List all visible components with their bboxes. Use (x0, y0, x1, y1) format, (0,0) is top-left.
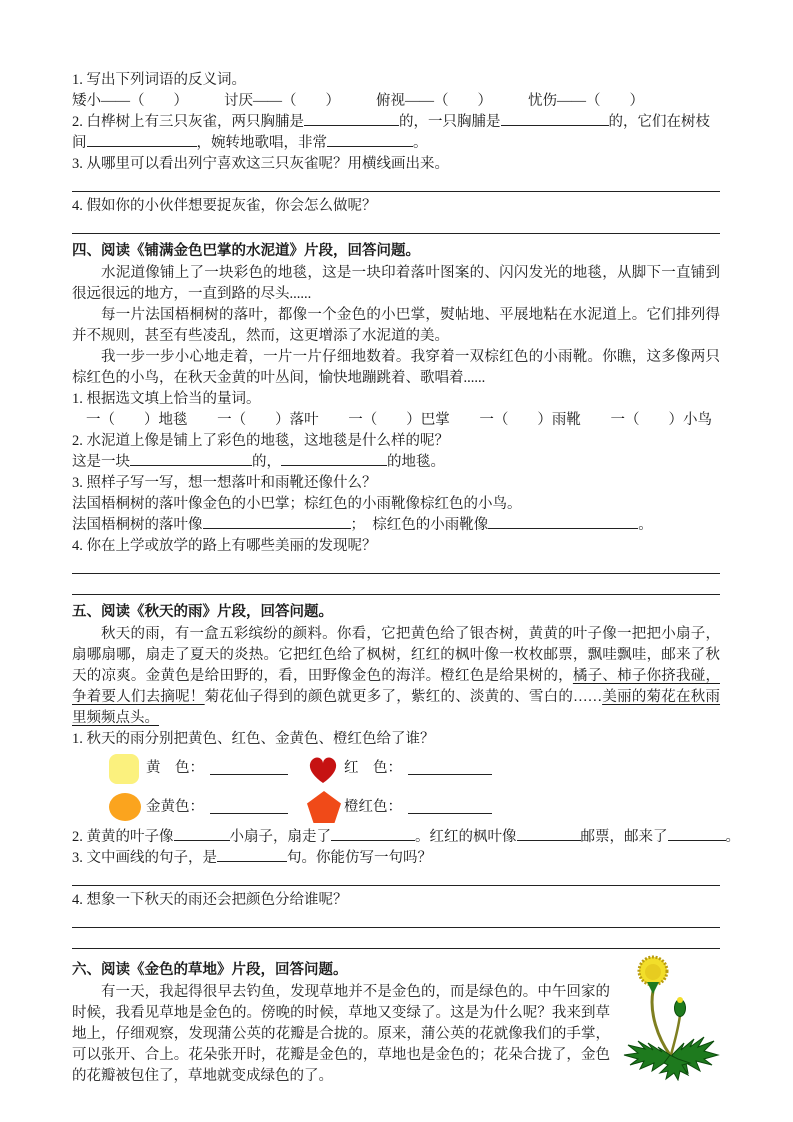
text-segment: 这是一块 (72, 454, 130, 470)
carpet-fill-line (72, 452, 720, 473)
antonym-item: 忧伤——（ ） (528, 93, 644, 109)
fill-blank (408, 762, 492, 775)
orange-pentagon-icon (306, 790, 344, 824)
section-6-title: 六、阅读《金色的草地》片段，回答问题。 (72, 962, 348, 978)
question-colors: 1. 秋天的雨分别把黄色、红色、金黄色、橙红色给了谁？ (72, 731, 435, 747)
antonym-item: 俯视——（ ） (376, 93, 492, 109)
fill-blank (210, 762, 288, 775)
passage-paragraph: 水泥道像铺上了一块彩色的地毯，这是一块印着落叶图案的、闪闪发光的地毯，从脚下一直铺到很远很远的地方，一直到路的尽头...... (72, 265, 720, 302)
golden-circle-icon (108, 792, 146, 822)
passage-paragraph: 每一片法国梧桐树的落叶，都像一个金色的小巴掌，熨帖地、平展地粘在水泥道上。它们排列得并不规则，甚至有些凌乱，然而，这更增添了水泥道的美。 (72, 307, 720, 344)
text-segment: 小扇子，扇走了 (229, 829, 331, 845)
question-fill-sparrow-line1 (72, 112, 720, 133)
antonym-row (72, 91, 720, 112)
fill-blank (210, 801, 288, 814)
section-4-cement-road (72, 241, 720, 595)
quantifier-item: 一（ ）落叶 (217, 412, 319, 428)
dandelion-illustration (620, 953, 720, 1081)
text-segment: 邮票，邮来了 (580, 829, 668, 845)
section-6-golden-grass (72, 953, 720, 1087)
section-4-title: 四、阅读《铺满金色巴掌的水泥道》片段，回答问题。 (72, 243, 420, 259)
text-segment: 3. 文中画线的句子，是 (72, 850, 217, 866)
section-sparrow (72, 70, 720, 234)
text-segment: 法国梧桐树的落叶像 (72, 517, 203, 533)
text-segment: 的地毯。 (387, 454, 445, 470)
text-segment: ，婉转地歌唱，非常 (196, 135, 327, 151)
color-row-2 (72, 787, 720, 827)
fill-blank (203, 516, 351, 529)
question-simile: 3. 照样子写一写，想一想落叶和雨靴还像什么？ (72, 475, 377, 491)
color-item-orangered (306, 790, 504, 824)
color-item-golden (108, 792, 306, 822)
simile-example: 法国梧桐树的落叶像金色的小巴掌；棕红色的小雨靴像棕红色的小鸟。 (72, 496, 522, 512)
yellow-square-icon (108, 753, 146, 785)
text-segment: 句。你能仿写一句吗？ (287, 850, 432, 866)
question-catch-sparrow: 4. 假如你的小伙伴想要捉灰雀，你会怎么做呢？ (72, 198, 377, 214)
fill-blank (327, 134, 413, 147)
passage-paragraph: 我一步一步小心地走着，一片一片仔细地数着。我穿着一双棕红色的小雨靴。你瞧，这多像两只棕红色的小鸟，在秋天金黄的叶丛间，愉快地蹦跳着、歌唱着...... (72, 349, 720, 386)
fill-blank (174, 828, 230, 841)
underlined-sentence: 美丽的菊花在秋雨里频频点头。 (72, 689, 721, 726)
question-imagine: 4. 想象一下秋天的雨还会把颜色分给谁呢？ (72, 892, 348, 908)
question-carpet: 2. 水泥道上像是铺上了彩色的地毯，这地毯是什么样的呢？ (72, 433, 449, 449)
question-fill-sparrow-line2 (72, 133, 720, 154)
text-segment: 的， (252, 454, 281, 470)
color-label: 橙红色： (344, 798, 402, 815)
color-label: 金黄色： (146, 798, 204, 815)
quantifier-item: 一（ ）小鸟 (610, 412, 712, 428)
section-5-title: 五、阅读《秋天的雨》片段，回答问题。 (72, 604, 333, 620)
text-segment: 秋天的雨，有一盒五彩缤纷的颜料。你看，它把黄色给了银杏树，黄黄的叶子像一把把小扇子，扇哪扇哪，扇走了夏天的炎热。它把红色给了枫树，红红的枫叶像一枚枚邮票，飘哇飘哇，邮来了秋天的凉爽。金黄色是给田野的，看，田野像金色的海洋。橙红色是给果树的， (72, 626, 720, 684)
answer-line (72, 557, 720, 574)
answer-line (72, 869, 720, 886)
text-segment: 。 (725, 829, 740, 845)
fill-blank (304, 113, 399, 126)
question-discovery: 4. 你在上学或放学的路上有哪些美丽的发现呢？ (72, 538, 377, 554)
passage-paragraph (72, 624, 720, 729)
fill-blank (488, 516, 638, 529)
color-row-1 (72, 750, 720, 787)
fill-blank (87, 134, 197, 147)
answer-line (72, 911, 720, 928)
question-leaf-fan (72, 827, 740, 848)
color-label: 红 色： (344, 760, 402, 776)
text-segment: 2. 黄黄的叶子像 (72, 829, 174, 845)
text-segment: 菊花仙子得到的颜色就更多了，紫红的、淡黄的、雪白的…… (204, 689, 603, 705)
text-segment: 的，它们在树枝 (608, 114, 710, 130)
question-quantifier: 1. 根据选文填上恰当的量词。 (72, 391, 261, 407)
red-heart-icon (306, 753, 344, 785)
answer-line (72, 932, 720, 949)
text-segment: 2. 白桦树上有三只灰雀，两只胸脯是 (72, 114, 304, 130)
text-segment: 。 (413, 135, 428, 151)
passage-paragraph: 有一天，我起得很早去钓鱼，发现草地并不是金色的，而是绿色的。中午回家的时候，我看见草地是金色的。傍晚的时候，草地又变绿了。这是为什么呢？我来到草地上，仔细观察，发现蒲公英的花瓣是合拢的。原来，蒲公英的花就像我们的手掌，可以张开、合上。花朵张开时，花瓣是金色的，草地也是金色的；花朵合拢了，金色的花瓣被包住了，草地就变成绿色的了。 (72, 984, 610, 1084)
question-underline-find: 3. 从哪里可以看出列宁喜欢这三只灰雀呢？用横线画出来。 (72, 156, 449, 172)
answer-line (72, 175, 720, 192)
fill-blank (517, 828, 581, 841)
antonym-item: 讨厌——（ ） (224, 93, 340, 109)
color-label: 黄 色： (146, 760, 204, 776)
quantifier-item: 一（ ）地毯 (86, 412, 188, 428)
text-segment: 。红红的枫叶像 (415, 829, 517, 845)
simile-fill-line (72, 515, 720, 536)
quantifier-item: 一（ ）雨靴 (479, 412, 581, 428)
underlined-sentence: 橘子、柿子你挤我碰，争着要人们去摘呢！ (72, 668, 720, 705)
answer-line (72, 217, 720, 234)
fill-blank (408, 801, 492, 814)
quantifier-item: 一（ ）巴掌 (348, 412, 450, 428)
quantifier-row (72, 410, 720, 431)
question-sentence-type (72, 848, 720, 869)
fill-blank (281, 453, 387, 466)
color-item-red (306, 753, 504, 785)
section-5-autumn-rain (72, 602, 740, 949)
fill-blank (130, 453, 252, 466)
text-segment: 的，一只胸脯是 (399, 114, 501, 130)
fill-blank (331, 828, 415, 841)
text-segment: ； 棕红色的小雨靴像 (350, 517, 489, 533)
text-segment: 。 (638, 517, 653, 533)
text-segment: 间 (72, 135, 87, 151)
antonym-item: 矮小——（ ） (72, 93, 188, 109)
fill-blank (501, 113, 609, 126)
fill-blank (668, 828, 726, 841)
color-item-yellow (108, 753, 306, 785)
fill-blank (217, 849, 287, 862)
question-antonyms: 1. 写出下列词语的反义词。 (72, 72, 246, 88)
answer-line (72, 578, 720, 595)
